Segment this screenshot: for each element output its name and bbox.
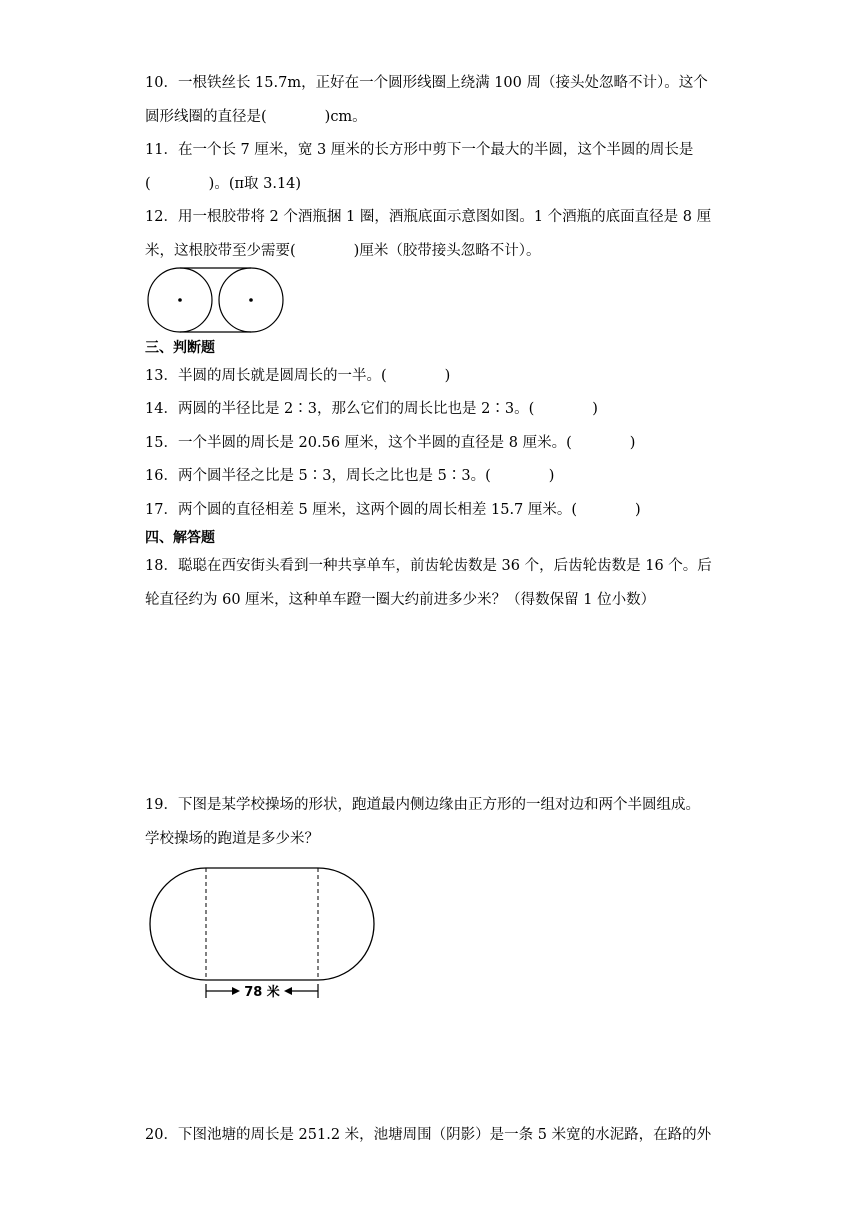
- q10-line1: 10．一根铁丝长 15.7m，正好在一个圆形线圈上绕满 100 周（接头处忽略不计）。这个: [145, 75, 708, 91]
- q12-line1: 12．用一根胶带将 2 个酒瓶捆 1 圈，酒瓶底面示意图如图。1 个酒瓶的底面直径是 8 厘: [145, 209, 712, 225]
- q18-line1: 18．聪聪在西安街头看到一种共享单车，前齿轮齿数是 36 个，后齿轮齿数是 16 个。后: [145, 558, 712, 574]
- track-width-label: 78 米: [244, 985, 280, 1000]
- section-3-heading: 三、判断题: [145, 340, 215, 356]
- q10-line2: 圆形线圈的直径是( )cm。: [145, 109, 367, 125]
- q13: 13．半圆的周长就是圆周长的一半。( ): [145, 368, 451, 384]
- q20-line1: 20．下图池塘的周长是 251.2 米，池塘周围（阴影）是一条 5 米宽的水泥路，在路的外: [145, 1127, 712, 1143]
- bottles-figure: [143, 266, 293, 336]
- q11-line2: ( )。(π取 3.14): [145, 176, 302, 192]
- q17: 17．两个圆的直径相差 5 厘米，这两个圆的周长相差 15.7 厘米。( ): [145, 502, 641, 518]
- section-4-heading: 四、解答题: [145, 530, 215, 546]
- q19-line1: 19．下图是某学校操场的形状，跑道最内侧边缘由正方形的一组对边和两个半圆组成。: [145, 797, 700, 813]
- track-figure: [148, 866, 388, 1006]
- q11-line1: 11．在一个长 7 厘米，宽 3 厘米的长方形中剪下一个最大的半圆，这个半圆的周长是: [145, 142, 694, 158]
- q12-line2: 米，这根胶带至少需要( )厘米（胶带接头忽略不计）。: [145, 243, 541, 259]
- q15: 15．一个半圆的周长是 20.56 厘米，这个半圆的直径是 8 厘米。( ): [145, 435, 636, 451]
- q18-line2: 轮直径约为 60 厘米，这种单车蹬一圈大约前进多少米？（得数保留 1 位小数）: [145, 592, 656, 608]
- q14: 14．两圆的半径比是 2∶3，那么它们的周长比也是 2∶3。( ): [145, 401, 598, 417]
- q16: 16．两个圆半径之比是 5∶3，周长之比也是 5∶3。( ): [145, 468, 555, 484]
- q19-line2: 学校操场的跑道是多少米？: [145, 831, 319, 847]
